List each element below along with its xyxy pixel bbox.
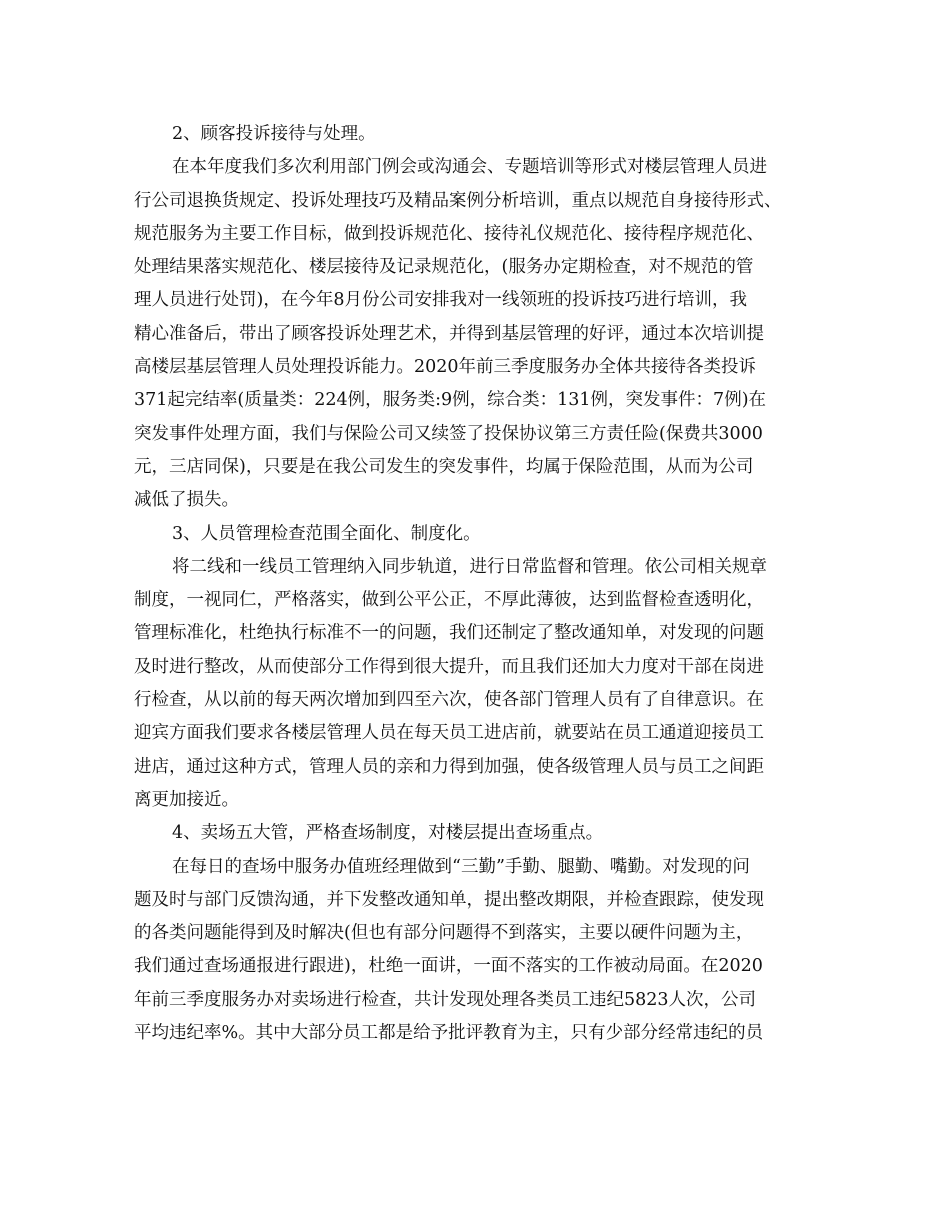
text-line: 将二线和一线员工管理纳入同步轨道，进行日常监督和管理。依公司相关规章	[172, 556, 767, 577]
text-line: 及时进行整改，从而使部分工作得到很大提升，而且我们还加大力度对干部在岗进	[134, 656, 764, 677]
text-line: 元，三店同保)，只要是在我公司发生的突发事件，均属于保险范围，从而为公司	[134, 456, 754, 477]
text-line: 4、卖场五大管，严格查场制度，对楼层提出查场重点。	[172, 823, 604, 844]
text-line: 规范服务为主要工作目标，做到投诉规范化、接待礼仪规范化、接待程序规范化、	[134, 223, 764, 244]
text-line: 精心准备后，带出了顾客投诉处理艺术，并得到基层管理的好评，通过本次培训提	[134, 323, 764, 344]
text-line: 处理结果落实规范化、楼层接待及记录规范化，(服务办定期检查，对不规范的管	[134, 257, 754, 278]
text-line: 减低了损失。	[134, 490, 239, 511]
text-line: 行检查，从以前的每天两次增加到四至六次，使各部门管理人员有了自律意识。在	[134, 690, 764, 711]
text-line: 在每日的查场中服务办值班经理做到“三勤”手勤、腿勤、嘴勤。对发现的问	[172, 856, 750, 877]
document-body	[134, 118, 824, 1050]
text-line: 3、人员管理检查范围全面化、制度化。	[172, 523, 481, 544]
text-line: 高楼层基层管理人员处理投诉能力。2020年前三季度服务办全体共接待各类投诉	[134, 357, 757, 378]
text-line: 在本年度我们多次利用部门例会或沟通会、专题培训等形式对楼层管理人员进	[172, 157, 767, 178]
text-line: 371起完结率(质量类：224例，服务类:9例，综合类：131例，突发事件：7例)在	[134, 390, 767, 411]
text-line: 理人员进行处罚)，在今年8月份公司安排我对一线领班的投诉技巧进行培训，我	[134, 290, 747, 311]
text-line: 题及时与部门反馈沟通，并下发整改通知单，提出整改期限，并检查跟踪，使发现	[134, 889, 764, 910]
text-line: 进店，通过这种方式，管理人员的亲和力得到加强，使各级管理人员与员工之间距	[134, 756, 764, 777]
text-line: 平均违纪率%。其中大部分员工都是给予批评教育为主，只有少部分经常违纪的员	[134, 1023, 764, 1044]
text-line: 行公司退换货规定、投诉处理技巧及精品案例分析培训，重点以规范自身接待形式、	[134, 190, 782, 211]
text-line: 年前三季度服务办对卖场进行检查，共计发现处理各类员工违纪5823人次，公司	[134, 989, 757, 1010]
text-line: 离更加接近。	[134, 789, 239, 810]
text-line: 我们通过查场通报进行跟进)，杜绝一面讲，一面不落实的工作被动局面。在2020	[134, 956, 763, 977]
text-line: 制度，一视同仁，严格落实，做到公平公正，不厚此薄彼，达到监督检查透明化，	[134, 590, 764, 611]
text-line: 迎宾方面我们要求各楼层管理人员在每天员工进店前，就要站在员工通道迎接员工	[134, 723, 764, 744]
text-line: 2、顾客投诉接待与处理。	[172, 124, 376, 144]
text-line: 突发事件处理方面，我们与保险公司又续签了投保协议第三方责任险(保费共3000	[134, 423, 763, 444]
text-line: 的各类问题能得到及时解决(但也有部分问题得不到落实，主要以硬件问题为主，	[134, 923, 754, 944]
text-line: 管理标准化，杜绝执行标准不一的问题，我们还制定了整改通知单，对发现的问题	[134, 623, 764, 644]
